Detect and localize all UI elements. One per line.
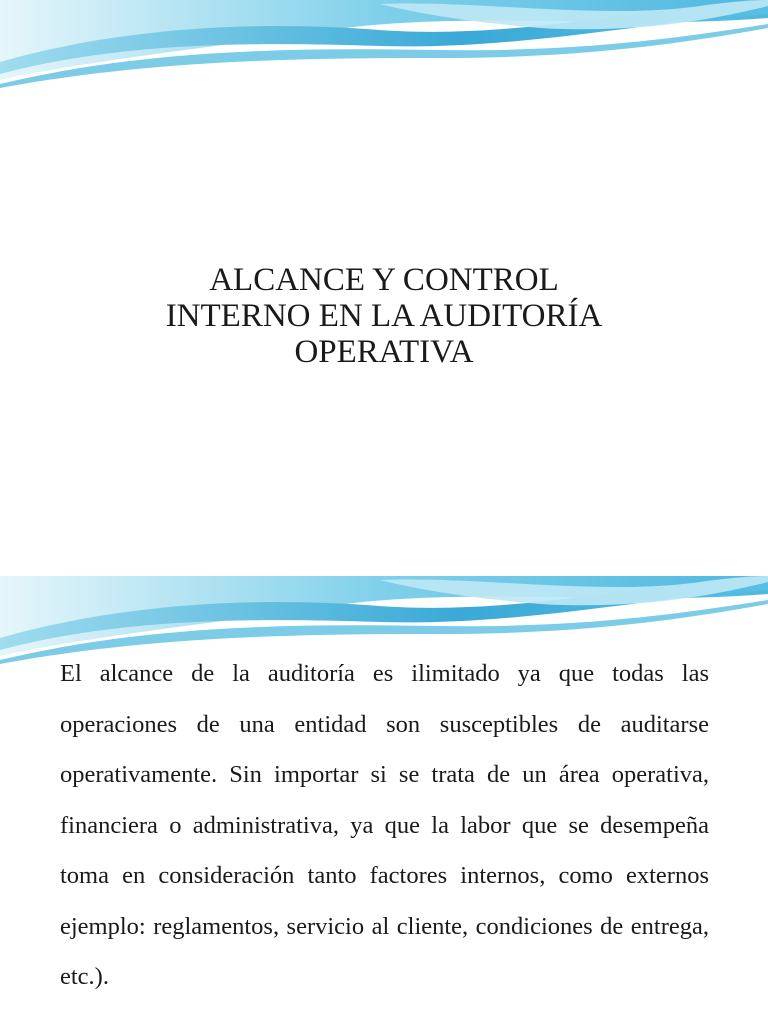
slide-body-text: El alcance de la auditoría es ilimitado ya que todas las operaciones de una entidad son susceptibles de auditarse operativamente. Sin importar si se trata de un área operativa, financiera o administrativa, ya que la labor que se desempeña toma en consideración tanto factores internos, como externos ejemplo: reglamentos, servicio al cliente, condiciones de entrega, etc.). [60,660,709,990]
wave-header-decoration [0,0,768,90]
title-line: INTERNO EN LA AUDITORÍA [165,298,603,334]
title-line: ALCANCE Y CONTROL [209,262,559,298]
slide-title [84,262,684,370]
title-line: OPERATIVA [294,334,474,370]
